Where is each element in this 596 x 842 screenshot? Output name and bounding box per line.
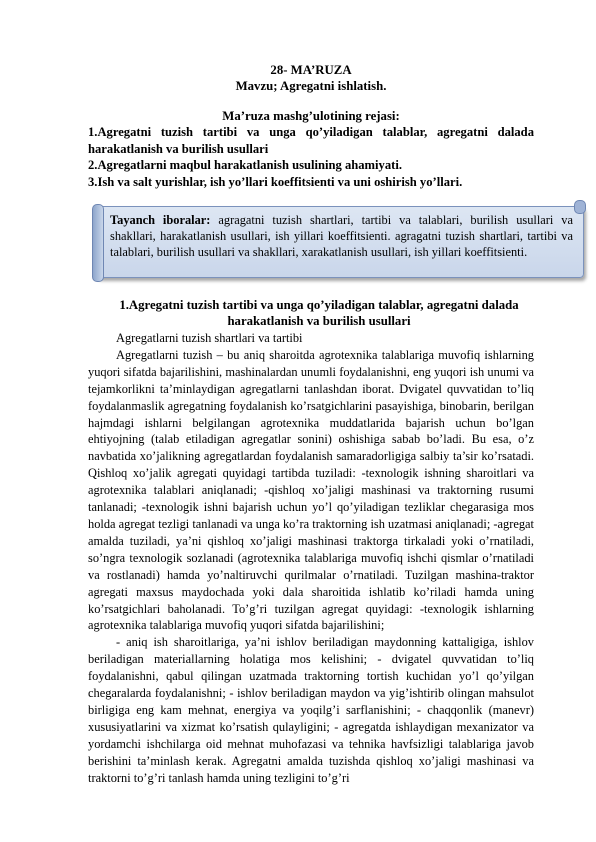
plan-title: Ma’ruza mashg’ulotining rejasi: (222, 109, 400, 123)
keywords-label: Tayanch iboralar: (110, 213, 211, 227)
plan-item-1: 1.Agregatni tuzish tartibi va unga qo’yiladigan talablar, agregatni dalada harakatlanish va burilish usullari (88, 125, 534, 156)
plan-item-2: 2.Agregatlarni maqbul harakatlanish usulining ahamiyati. (88, 158, 402, 173)
header-block (88, 62, 534, 190)
paragraph-1: Agregatlarni tuzish – bu aniq sharoitda agrotexnika talablariga muvofiq ishlarning yuqori sifatda bajarilishini, mashinalardan unumli foydalanishni, eng yuqori ish unumi va tejamkorlikni ta’minlaydigan agregatlarni tanlashdan iborat. Dvigatel quvvatidan to’liq foydalanmaslik agregatning foydalanish ko’rsatgichlarini pasayishiga, binobarin, berilgan hajmdagi ishlarni belgilangan agrotexnika muddatlarida bajarish uchun bo’lgan ehtiyojning (talab etiladigan agregatlar sonini) oshishiga sabab bo’ladi. Bu esa, o’z navbatida xo’jalikning agregatlardan foydalanish samaradorligiga salbiy ta’sir ko’rsatadi. Qishloq xo’jalik agregati quyidagi tartibda tuziladi: -texnologik ishning sharoitlari va agrotexnika talablari aniqlanadi; -qishloq xo’jaligi mashinasi va traktorning rusumi tanlanadi; -texnologik ishni bajarish uchun yo’l qo’yiladigan tezliklar chegarasiga mos holda agregat tezligi tanlanadi va unga ko’ra traktorning ish uzatmasi aniqlanadi; -agregat amalda tuziladi, ya’ni qishloq xo’jaligi mashinasi traktorga tirkaladi yoki o’rnatiladi, so’ngra texnologik sozlanadi (agrotexnika talablariga muvofiq ishchi qismlar o’rnatiladi va rostlanadi) hamda yo’naltiruvchi qurilmalar o’rnatiladi. Tuzilgan mashina-traktor agregati maxsus maydochada yoki dala sharoitida ishlatib ko’riladi hamda uning ko’rsatgichlari baholanadi. To’g’ri tuzilgan agregat quyidagi: -texnologik ishlarning agrotexnika talablariga muvofiq yuqori sifatda bajarilishini; (88, 347, 534, 633)
keywords-text (110, 212, 573, 260)
scroll-curl-right (574, 200, 586, 214)
plan-item-3: 3.Ish va salt yurishlar, ish yo’llari koeffitsienti va uni oshirish yo’llari. (88, 174, 463, 189)
scroll-curl-left (92, 204, 104, 282)
lecture-number: 28- MA’RUZA (270, 63, 352, 77)
section-title-line-2: harakatlanish va burilish usullari (227, 313, 411, 328)
keywords-scroll-box (96, 200, 589, 282)
section-heading (100, 298, 538, 329)
paragraph-2: - aniq ish sharoitlariga, ya’ni ishlov beriladigan maydonning kattaligiga, ishlov beriladigan materiallarning holatiga mos kelishini; - dvigatel quvvatidan to’liq foydalanishni, qabul qilingan uzatmada traktorning tortish kuchidan yo’l qo’yilgan chegaralarda foydalanishni; - ishlov beriladigan maydon va yig’ishtirib olingan mahsulot birligiga eng kam mehnat, energiya va yoqilg’i sarflanishini; - chaqqonlik (manevr) xususiyatlarini va xizmat ko’rsatish qulayligini; - agregatda ishlaydigan mexanizator va yordamchi ishchilarga oid mehnat muhofazasi va tehnika havfsizligi talablariga javob berishini ta’minlash kerak. Agregatni amalda tuzishda qishloq xo’jaligi mashinasi va traktorni to’g’ri tanlash hamda uning tezligini to’g’ri (88, 635, 534, 785)
keywords-list: agragatni tuzish shartlari, tartibi va talablari, burilish usullari va shakllari, harakatlanish usullari, ish yillari koeffitsienti. agragatni tuzish shartlari, tartibi va talablari, burilish usullari va shakllari, xarakatlanish usullari, ish yillari koeffitsienti. (110, 213, 573, 259)
lecture-topic: Mavzu; Agregatni ishlatish. (235, 79, 387, 93)
section-title-line-1: 1.Agregatni tuzish tartibi va unga qo’yiladigan talablar, agregatni dalada (119, 298, 519, 312)
body-text (88, 330, 534, 786)
paragraph-subheading: Agregatlarni tuzish shartlari va tartibi (116, 331, 303, 345)
